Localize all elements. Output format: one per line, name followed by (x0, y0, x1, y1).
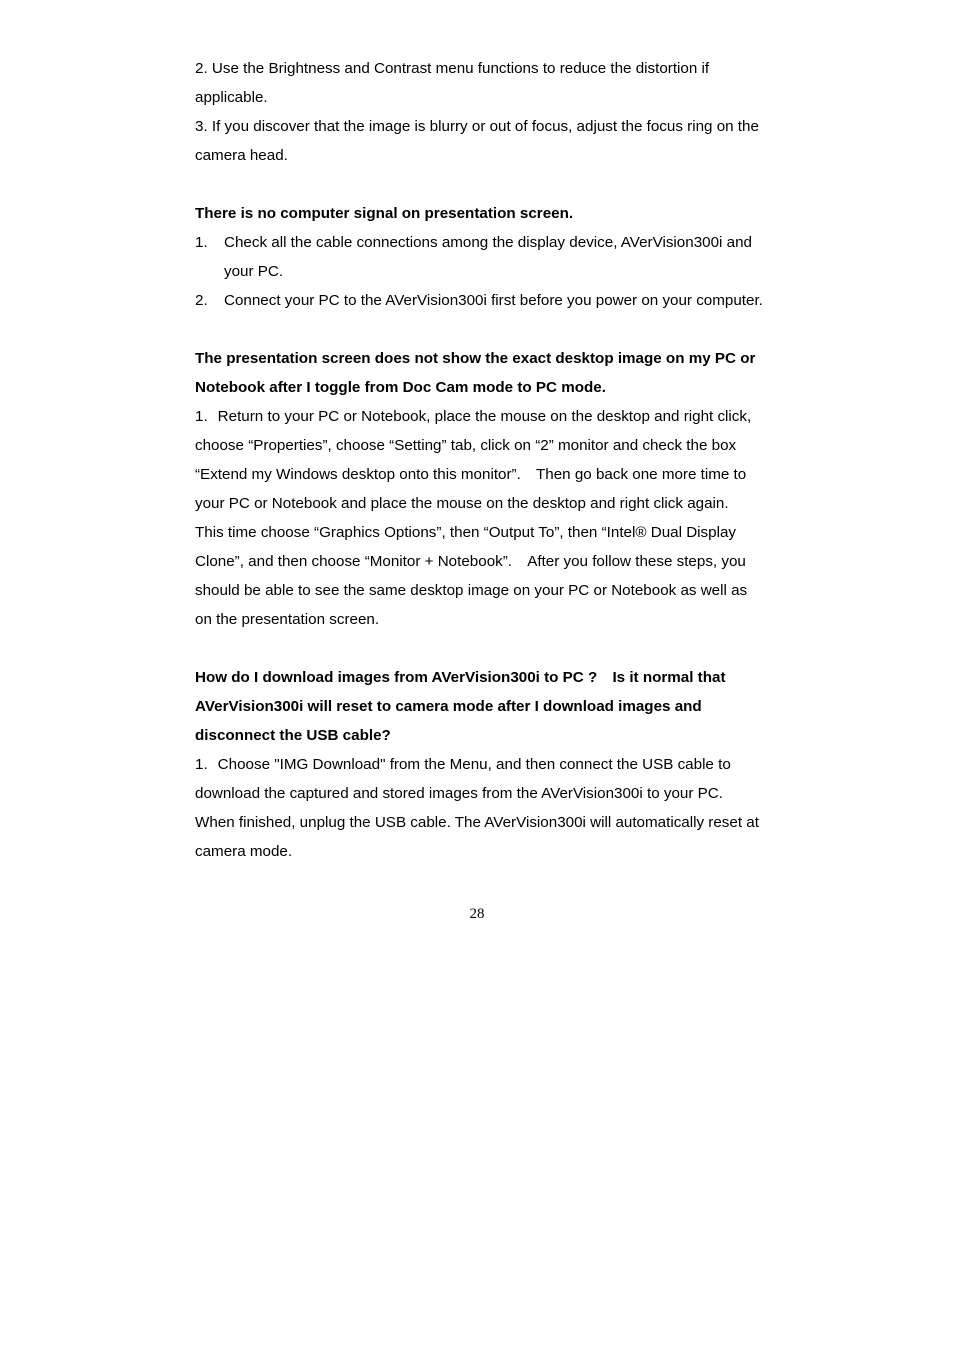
page-number: 28 (469, 906, 485, 922)
list-item-number: 2. (195, 292, 208, 309)
spacer (195, 170, 763, 199)
list-item (195, 402, 763, 634)
list-item-text: Connect your PC to the AVerVision300i first before you power on your computer. (224, 292, 763, 309)
spacer (195, 634, 763, 663)
list-item-text: Choose "IMG Download" from the Menu, and then connect the USB cable to download the captured and stored images from the AVerVision300i to your PC. When finished, unplug the USB cable. The AVerVision300i will automatically reset at camera mode. (195, 756, 759, 860)
section-heading-no-signal: There is no computer signal on presentation screen. (195, 205, 574, 222)
list-item-text: Check all the cable connections among the display device, AVerVision300i and your PC. (224, 234, 752, 280)
list-item (195, 228, 763, 286)
list-item (195, 750, 763, 866)
list-item-text: Return to your PC or Notebook, place the mouse on the desktop and right click, choose “Properties”, choose “Setting” tab, click on “2” monitor and check the box “Extend my Windows desktop onto this monitor”. Then go back one more time to your PC or Notebook and place the mouse on the desktop and right click again. This time choose “Graphics Options”, then “Output To”, then “Intel® Dual Display Clone”, and then choose “Monitor + Notebook”. After you follow these steps, you should be able to see the same desktop image on your PC or Notebook as well as on the presentation screen. (195, 408, 752, 628)
section-heading-download-images: How do I download images from AVerVision300i to PC ? Is it normal that AVerVision300i will reset to camera mode after I download images and disconnect the USB cable? (195, 669, 726, 744)
spacer (195, 315, 763, 344)
list-item (195, 286, 763, 315)
list-item-number: 1. (195, 234, 208, 251)
list-item-number: 1. (195, 408, 208, 425)
intro-item-2: 2. Use the Brightness and Contrast menu functions to reduce the distortion if applicable. (195, 60, 710, 106)
section-heading-desktop-image: The presentation screen does not show the exact desktop image on my PC or Notebook after I toggle from Doc Cam mode to PC mode. (195, 350, 756, 396)
intro-item-3: 3. If you discover that the image is blurry or out of focus, adjust the focus ring on the camera head. (195, 118, 759, 164)
document-page (195, 54, 763, 866)
list-item-number: 1. (195, 756, 208, 773)
